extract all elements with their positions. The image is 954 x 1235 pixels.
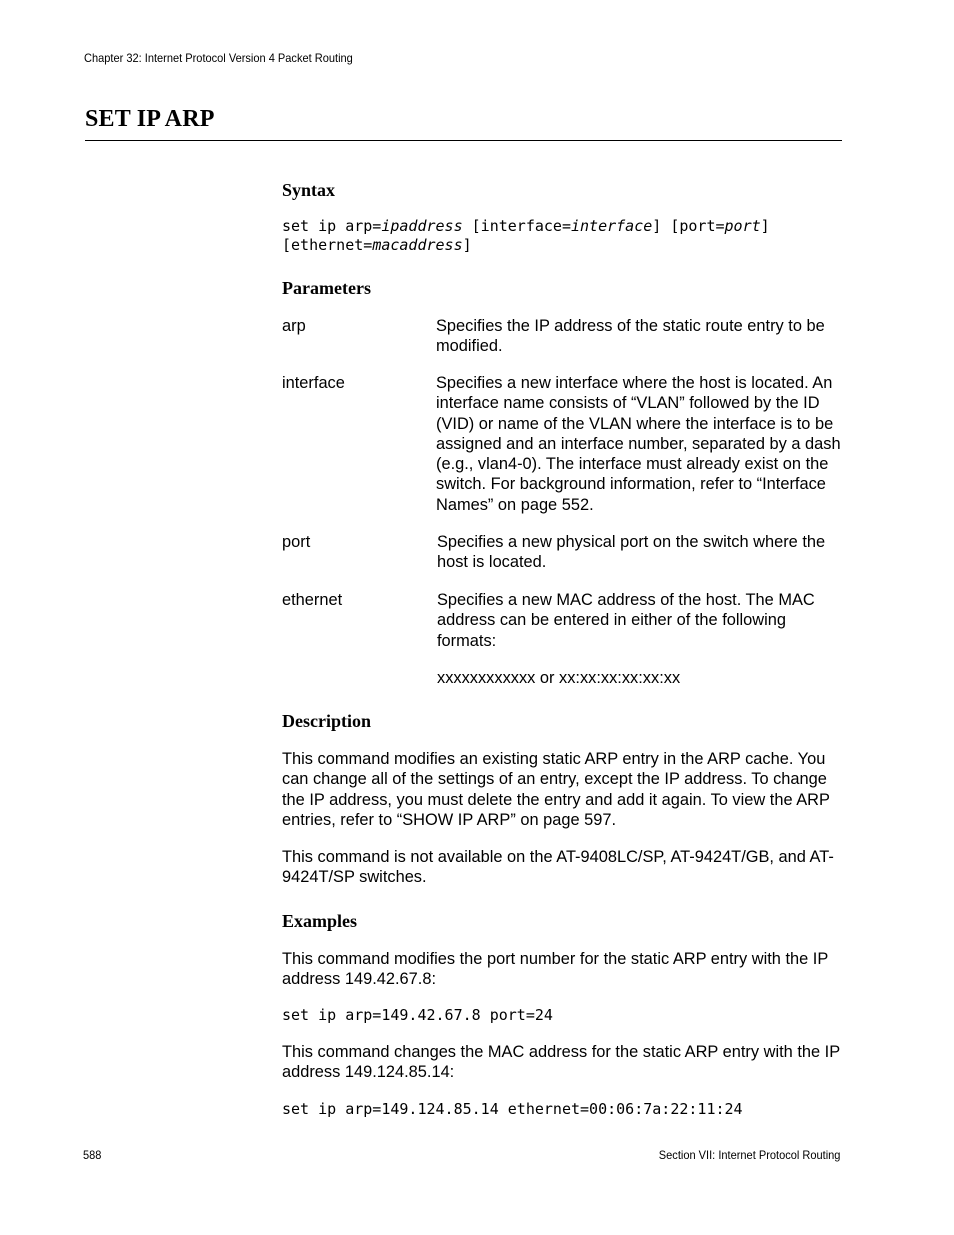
example-1-text: This command modifies the port number for the static ARP entry with the IP address 149.42.67.8: <box>282 950 828 989</box>
syntax-port-kw: ] [port= <box>652 217 725 235</box>
syntax-close-bracket: ] <box>760 217 770 235</box>
param-desc-ethernet: Specifies a new MAC address of the host. The MAC address can be entered in either of the following formats: <box>437 591 815 650</box>
param-desc-interface: Specifies a new interface where the host is located. An interface name consists of “VLAN” followed by the ID (VID) or name of the VLAN where the interface is to be assigned and an interface number, separated by a dash (e.g., vlan4-0). The interface must already exist on the switch. For background information, refer to “Interface Names” on page 552. <box>436 374 841 514</box>
footer-section: Section VII: Internet Protocol Routing <box>658 1148 840 1162</box>
syntax-ethernet-kw: [ethernet= <box>282 236 373 254</box>
syntax-close-bracket-2: ] <box>462 236 472 254</box>
syntax-heading: Syntax <box>282 180 336 200</box>
parameters-heading: Parameters <box>282 278 371 298</box>
syntax-line-1 <box>282 217 770 236</box>
param-name-port: port <box>282 533 311 551</box>
syntax-macaddress-var: macaddress <box>372 236 463 254</box>
examples-heading: Examples <box>282 911 358 931</box>
page-title: SET IP ARP <box>85 106 215 132</box>
param-desc-port: Specifies a new physical port on the switch where the host is located. <box>437 533 826 572</box>
param-name-arp: arp <box>282 317 306 335</box>
param-mac-formats: xxxxxxxxxxxx or xx:xx:xx:xx:xx:xx <box>437 669 681 687</box>
example-2-text: This command changes the MAC address for the static ARP entry with the IP address 149.124.85.14: <box>282 1043 840 1082</box>
example-2-code: set ip arp=149.124.85.14 ethernet=00:06:7a:22:11:24 <box>282 1100 743 1118</box>
syntax-cmd: set ip arp= <box>282 217 382 235</box>
description-paragraph-2: This command is not available on the AT-9408LC/SP, AT-9424T/GB, and AT-9424T/SP switches. <box>282 848 834 887</box>
syntax-line-2 <box>282 236 472 255</box>
syntax-interface-var: interface <box>571 217 653 235</box>
description-paragraph-1: This command modifies an existing static ARP entry in the ARP cache. You can change all of the settings of an entry, except the IP address. To change the IP address, you must delete the entry and add it again. To view the ARP entries, refer to “SHOW IP ARP” on page 597. <box>282 750 830 829</box>
syntax-port-var: port <box>724 217 761 235</box>
running-header: Chapter 32: Internet Protocol Version 4 Packet Routing <box>84 51 353 65</box>
param-name-interface: interface <box>282 374 345 392</box>
syntax-interface-kw: [interface= <box>462 217 571 235</box>
param-name-ethernet: ethernet <box>282 591 343 609</box>
syntax-ipaddress-var: ipaddress <box>381 217 463 235</box>
description-heading: Description <box>282 711 371 731</box>
param-desc-arp: Specifies the IP address of the static route entry to be modified. <box>436 317 825 356</box>
example-1-code: set ip arp=149.42.67.8 port=24 <box>282 1006 553 1024</box>
title-rule <box>85 140 842 141</box>
page-number: 588 <box>83 1148 102 1162</box>
